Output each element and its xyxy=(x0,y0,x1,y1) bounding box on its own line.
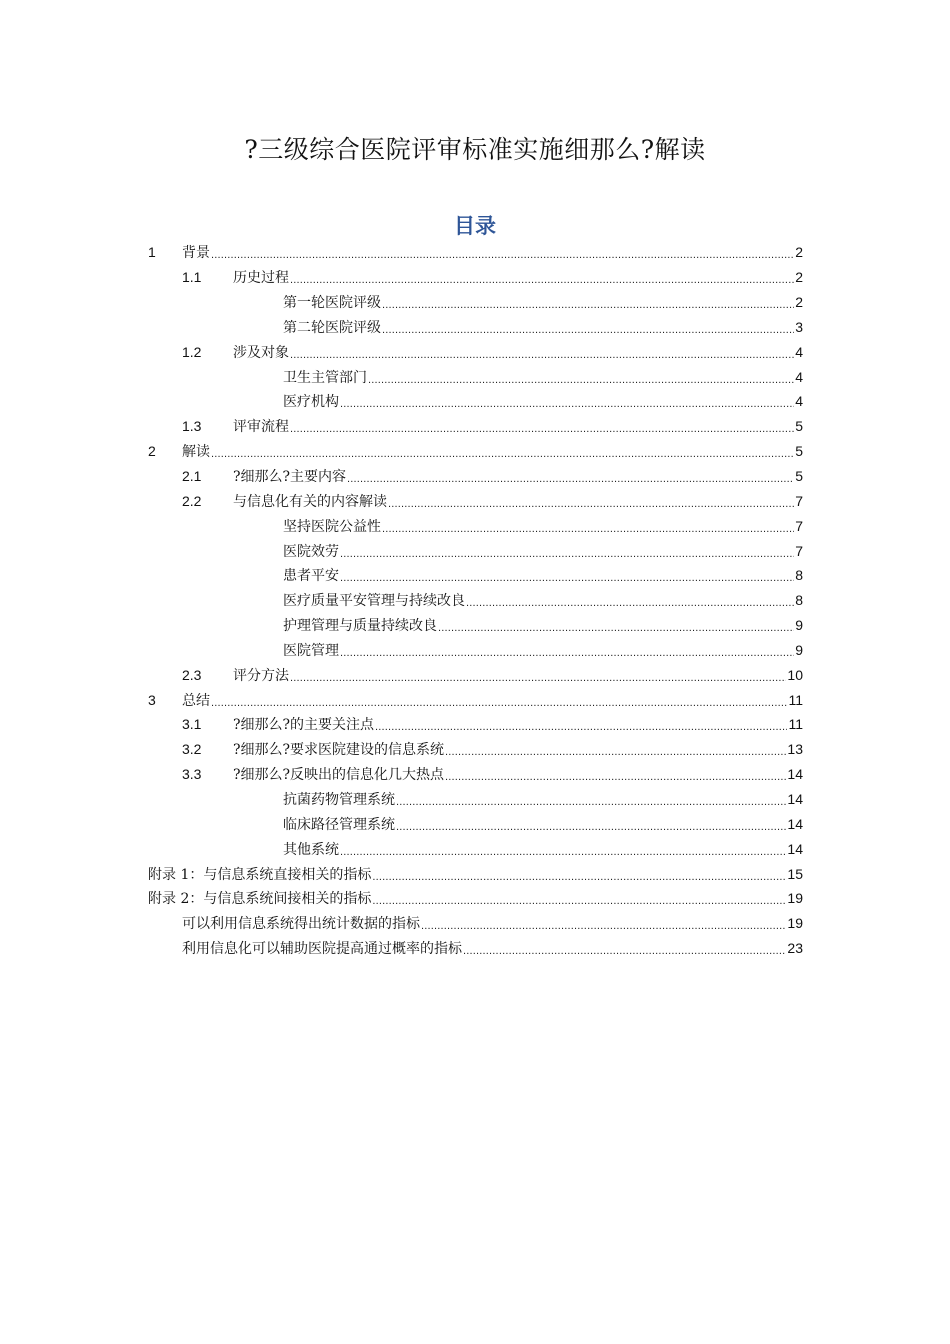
dot-leader xyxy=(372,871,786,883)
dot-leader xyxy=(375,721,787,733)
toc-entry-page: 5 xyxy=(795,468,803,485)
toc-entry-label: 抗菌药物管理系统 xyxy=(283,791,395,808)
toc-entry-number: 3.3 xyxy=(182,766,202,783)
toc-entry[interactable] xyxy=(148,265,803,290)
dot-leader xyxy=(347,473,794,485)
toc-entry-page: 4 xyxy=(795,393,803,410)
toc-entry-label: 评审流程 xyxy=(233,419,289,436)
dot-leader xyxy=(368,374,794,386)
toc-entry-label: 患者平安 xyxy=(283,568,339,585)
toc-entry-line xyxy=(233,762,803,787)
toc-entry-label: 医院效劳 xyxy=(283,543,339,560)
toc-entry-label: 利用信息化可以辅助医院提高通过概率的指标 xyxy=(182,941,462,958)
toc-entry-line xyxy=(233,464,803,489)
toc-entry-line xyxy=(283,836,803,861)
toc-entry-page: 5 xyxy=(795,443,803,460)
toc-entry-label: 第二轮医院评级 xyxy=(283,319,381,336)
toc-entry-page: 14 xyxy=(787,840,803,857)
toc-entry[interactable] xyxy=(148,662,803,687)
toc-entry-page: 3 xyxy=(795,318,803,335)
toc-entry-number: 2.3 xyxy=(182,666,202,683)
toc-entry-label: 与信息化有关的内容解读 xyxy=(233,493,387,510)
toc-entry-line xyxy=(283,389,803,414)
toc-entry-number: 2.1 xyxy=(182,468,202,485)
table-of-contents xyxy=(148,240,803,960)
toc-entry-page: 15 xyxy=(787,865,803,882)
toc-entry[interactable] xyxy=(148,613,803,638)
toc-entry-label: 第一轮医院评级 xyxy=(283,295,381,312)
toc-entry-page: 8 xyxy=(795,567,803,584)
toc-entry-label: 医疗机构 xyxy=(283,394,339,411)
toc-entry-number: 3 xyxy=(148,691,156,708)
dot-leader xyxy=(290,423,794,435)
toc-entry-line xyxy=(283,588,803,613)
toc-entry[interactable] xyxy=(148,762,803,787)
toc-entry-line xyxy=(283,638,803,663)
toc-entry-line xyxy=(233,488,803,513)
toc-entry[interactable] xyxy=(148,836,803,861)
toc-entry-line xyxy=(233,712,803,737)
toc-entry-label: 总结 xyxy=(182,692,210,709)
toc-entry[interactable] xyxy=(148,886,803,911)
toc-entry[interactable] xyxy=(148,911,803,936)
toc-entry-label: 医疗质量平安管理与持续改良 xyxy=(283,593,465,610)
toc-entry-label: 坚持医院公益性 xyxy=(283,518,381,535)
dot-leader xyxy=(211,697,787,709)
toc-entry-label: 附录 1：与信息系统直接相关的指标 xyxy=(148,866,372,883)
toc-entry[interactable] xyxy=(148,389,803,414)
toc-entry-number: 2 xyxy=(148,443,156,460)
toc-entry-label: 涉及对象 xyxy=(233,344,289,361)
toc-entry-label: ?细那么?反映出的信息化几大热点 xyxy=(233,767,445,784)
toc-entry[interactable] xyxy=(148,861,803,886)
toc-entry[interactable] xyxy=(148,315,803,340)
toc-entry-page: 2 xyxy=(795,269,803,286)
toc-entry[interactable] xyxy=(148,439,803,464)
toc-entry[interactable] xyxy=(148,364,803,389)
toc-entry-label: ?细那么?要求医院建设的信息系统 xyxy=(233,742,445,759)
toc-entry-number: 3.1 xyxy=(182,716,202,733)
toc-entry[interactable] xyxy=(148,811,803,836)
toc-entry-page: 19 xyxy=(787,915,803,932)
toc-entry-label: 解读 xyxy=(182,444,210,461)
toc-entry-label: ?细那么?主要内容 xyxy=(233,469,347,486)
toc-entry-line xyxy=(148,861,803,886)
toc-entry-number: 1.1 xyxy=(182,269,202,286)
toc-entry-page: 4 xyxy=(795,343,803,360)
toc-entry-page: 8 xyxy=(795,592,803,609)
dot-leader xyxy=(445,746,786,758)
toc-entry-number: 1.3 xyxy=(182,418,202,435)
toc-entry-number: 3.2 xyxy=(182,741,202,758)
toc-entry-page: 10 xyxy=(787,666,803,683)
toc-entry-line xyxy=(283,811,803,836)
toc-entry[interactable] xyxy=(148,787,803,812)
toc-entry-line xyxy=(148,886,803,911)
toc-entry-line xyxy=(182,439,803,464)
toc-entry-page: 14 xyxy=(787,790,803,807)
toc-entry-label: 医院管理 xyxy=(283,642,339,659)
toc-entry[interactable] xyxy=(148,563,803,588)
dot-leader xyxy=(211,249,794,261)
dot-leader xyxy=(466,597,794,609)
dot-leader xyxy=(463,945,786,957)
toc-entry-page: 19 xyxy=(787,890,803,907)
toc-entry-label: 可以利用信息系统得出统计数据的指标 xyxy=(182,916,420,933)
toc-entry[interactable] xyxy=(148,936,803,961)
dot-leader xyxy=(340,846,786,858)
toc-entry[interactable] xyxy=(148,712,803,737)
dot-leader xyxy=(421,920,786,932)
dot-leader xyxy=(388,498,794,510)
toc-entry-page: 7 xyxy=(795,492,803,509)
toc-entry-label: 临床路径管理系统 xyxy=(283,816,395,833)
toc-entry-page: 5 xyxy=(795,418,803,435)
toc-entry-label: 其他系统 xyxy=(283,841,339,858)
dot-leader xyxy=(211,448,794,460)
toc-entry-label: 历史过程 xyxy=(233,270,289,287)
dot-leader xyxy=(382,523,794,535)
toc-entry[interactable] xyxy=(148,588,803,613)
dot-leader xyxy=(340,398,794,410)
toc-entry[interactable] xyxy=(148,339,803,364)
toc-entry-page: 14 xyxy=(787,766,803,783)
toc-entry-label: 卫生主管部门 xyxy=(283,369,367,386)
toc-entry[interactable] xyxy=(148,513,803,538)
toc-entry-page: 14 xyxy=(787,815,803,832)
document-title: ?三级综合医院评审标准实施细那么?解读 xyxy=(244,135,706,164)
toc-entry-page: 11 xyxy=(788,716,803,733)
toc-entry-line xyxy=(283,513,803,538)
dot-leader xyxy=(340,548,794,560)
toc-entry-line xyxy=(283,787,803,812)
toc-entry-line xyxy=(182,687,803,712)
dot-leader xyxy=(396,796,786,808)
dot-leader xyxy=(382,299,794,311)
toc-entry-line xyxy=(233,662,803,687)
dot-leader xyxy=(382,324,794,336)
toc-entry-line xyxy=(182,911,803,936)
toc-entry[interactable] xyxy=(148,414,803,439)
toc-entry-page: 4 xyxy=(795,368,803,385)
toc-entry[interactable] xyxy=(148,488,803,513)
toc-entry-line xyxy=(283,315,803,340)
toc-entry-page: 9 xyxy=(795,641,803,658)
toc-entry-page: 9 xyxy=(795,617,803,634)
toc-entry[interactable] xyxy=(148,687,803,712)
toc-entry-line xyxy=(283,613,803,638)
toc-entry-line xyxy=(283,364,803,389)
dot-leader xyxy=(372,895,786,907)
toc-entry-line xyxy=(283,563,803,588)
toc-entry-number: 1 xyxy=(148,244,156,261)
dot-leader xyxy=(340,647,794,659)
toc-entry-label: ?细那么?的主要关注点 xyxy=(233,717,375,734)
toc-entry-line xyxy=(283,538,803,563)
toc-entry-page: 11 xyxy=(788,691,803,708)
toc-entry-line xyxy=(182,936,803,961)
toc-entry-page: 2 xyxy=(795,294,803,311)
toc-entry[interactable] xyxy=(148,240,803,265)
dot-leader xyxy=(438,622,794,634)
dot-leader xyxy=(340,572,794,584)
toc-entry-line xyxy=(283,290,803,315)
toc-entry-page: 13 xyxy=(787,741,803,758)
dot-leader xyxy=(290,349,794,361)
toc-entry-label: 护理管理与质量持续改良 xyxy=(283,618,437,635)
toc-entry-number: 1.2 xyxy=(182,343,202,360)
toc-entry-line xyxy=(182,240,803,265)
toc-entry-page: 7 xyxy=(795,517,803,534)
toc-entry-page: 23 xyxy=(787,940,803,957)
toc-entry-label: 背景 xyxy=(182,245,210,262)
toc-heading: 目录 xyxy=(454,214,496,238)
toc-entry-page: 2 xyxy=(795,244,803,261)
toc-entry[interactable] xyxy=(148,538,803,563)
toc-entry-number: 2.2 xyxy=(182,492,202,509)
toc-entry-label: 评分方法 xyxy=(233,667,289,684)
toc-entry-line xyxy=(233,737,803,762)
toc-entry-label: 附录 2：与信息系统间接相关的指标 xyxy=(148,891,372,908)
toc-entry[interactable] xyxy=(148,290,803,315)
toc-entry-line xyxy=(233,414,803,439)
toc-entry-line xyxy=(233,339,803,364)
toc-entry[interactable] xyxy=(148,464,803,489)
toc-entry[interactable] xyxy=(148,737,803,762)
dot-leader xyxy=(290,274,794,286)
dot-leader xyxy=(290,672,786,684)
toc-entry-page: 7 xyxy=(795,542,803,559)
dot-leader xyxy=(445,771,786,783)
toc-entry[interactable] xyxy=(148,638,803,663)
toc-entry-line xyxy=(233,265,803,290)
dot-leader xyxy=(396,821,786,833)
